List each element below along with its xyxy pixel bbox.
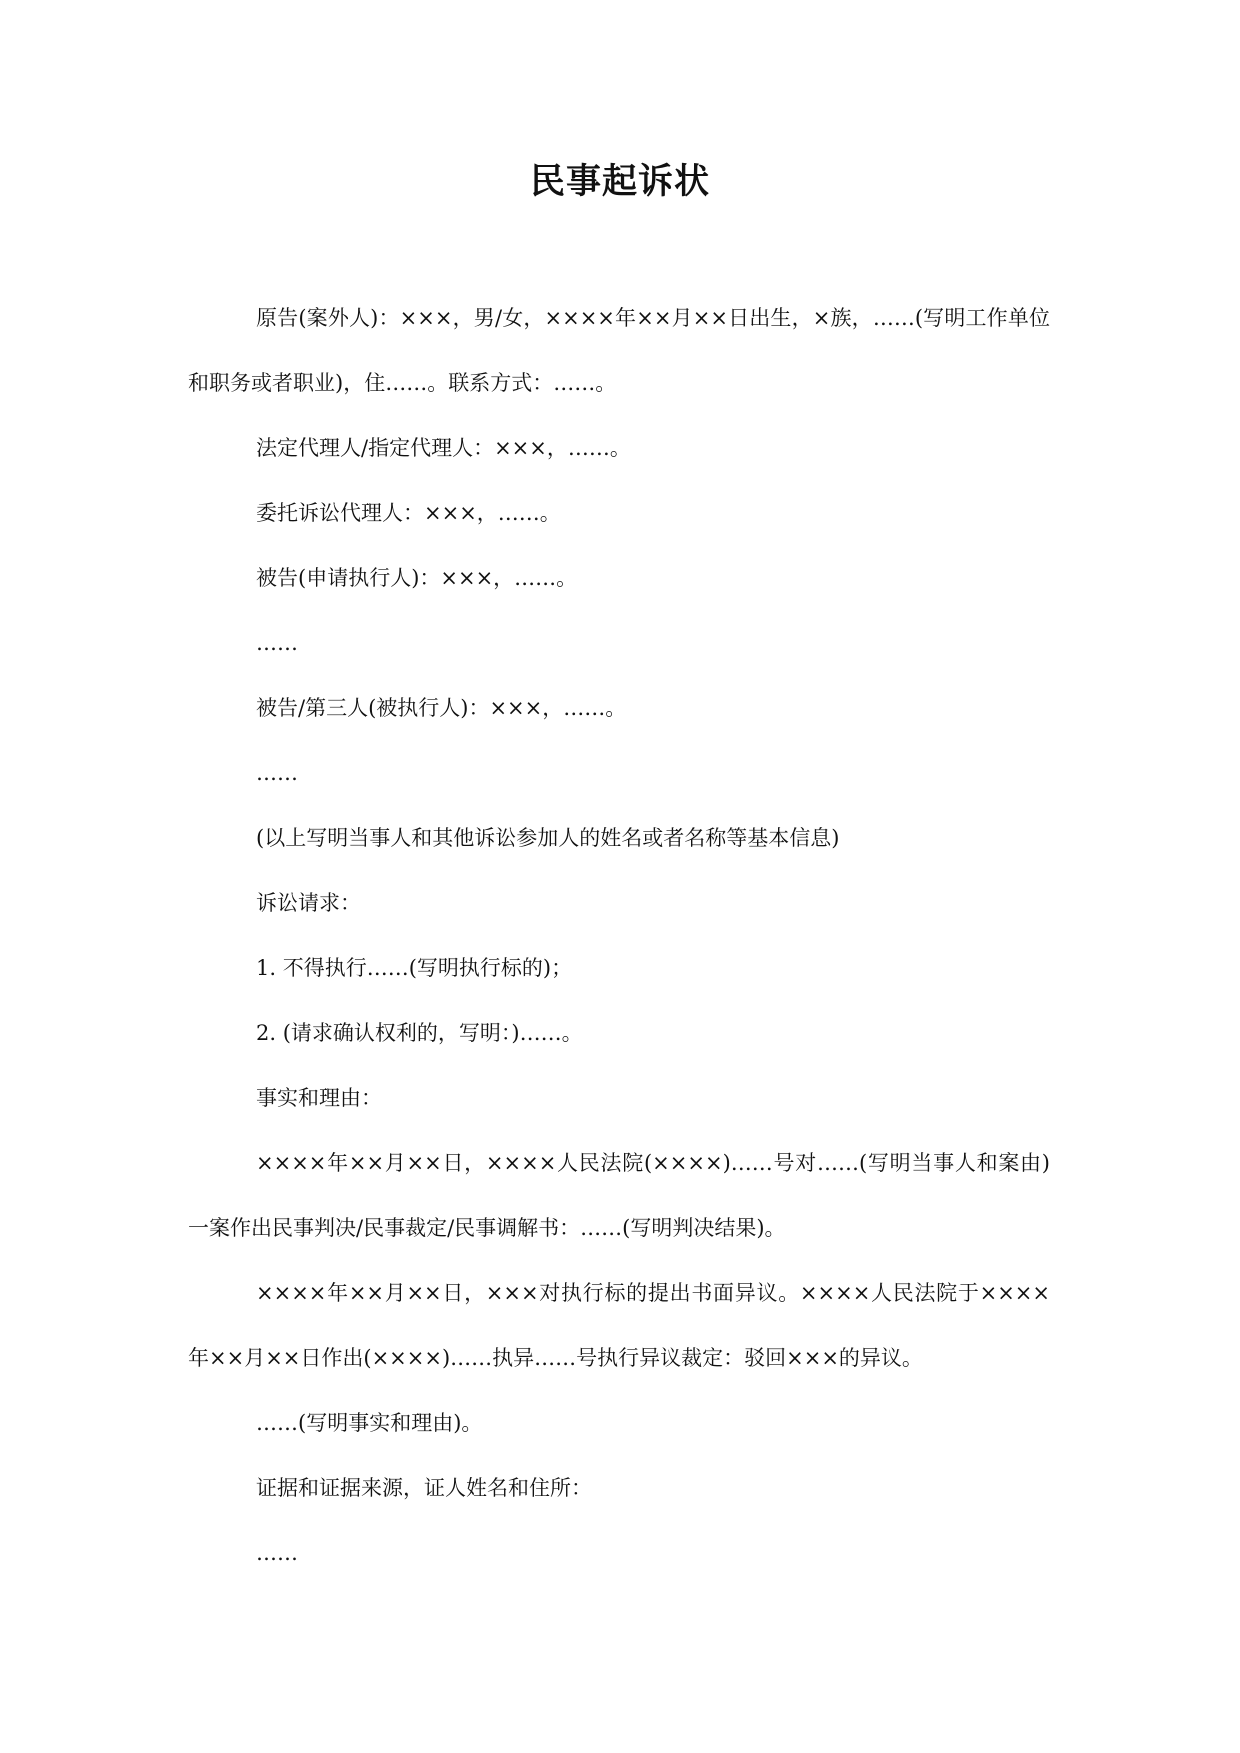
heading-evidence: 证据和证据来源，证人姓名和住所： xyxy=(256,1476,592,1500)
paragraph-ellipsis: …… xyxy=(256,1541,298,1565)
paragraph-ellipsis: …… xyxy=(256,631,298,655)
document-title: 民事起诉状 xyxy=(529,161,710,202)
paragraph-ellipsis: …… xyxy=(256,761,298,785)
paragraph-defendant-applicant: 被告(申请执行人)：×××，……。 xyxy=(256,566,578,590)
paragraph-third-party: 被告/第三人(被执行人)：×××，……。 xyxy=(256,696,627,720)
claim-item-1: 1. 不得执行……(写明执行标的)； xyxy=(256,956,573,980)
paragraph-legal-representative: 法定代理人/指定代理人：×××，……。 xyxy=(256,436,631,460)
paragraph-parties-note: (以上写明当事人和其他诉讼参加人的姓名或者名称等基本信息) xyxy=(256,826,840,850)
heading-facts-reasons: 事实和理由： xyxy=(256,1086,382,1110)
paragraph-objection: ××××年××月××日，×××对执行标的提出书面异议。××××人民法院于××××年××月××日作出(××××)……执异……号执行异议裁定：驳回×××的异议。 xyxy=(188,1281,1050,1370)
paragraph-judgment: ××××年××月××日，××××人民法院(××××)……号对……(写明当事人和案由)一案作出民事判决/民事裁定/民事调解书：……(写明判决结果)。 xyxy=(188,1151,1050,1240)
paragraph-plaintiff: 原告(案外人)：×××，男/女，××××年××月××日出生，×族，……(写明工作单位和职务或者职业)，住……。联系方式：……。 xyxy=(188,306,1050,395)
paragraph-entrusted-agent: 委托诉讼代理人：×××，……。 xyxy=(256,501,561,525)
heading-claims: 诉讼请求： xyxy=(256,891,361,915)
paragraph-facts: ……(写明事实和理由)。 xyxy=(256,1411,483,1435)
claim-item-2: 2. (请求确认权利的，写明：)……。 xyxy=(256,1021,583,1045)
document-body xyxy=(188,286,1050,1586)
